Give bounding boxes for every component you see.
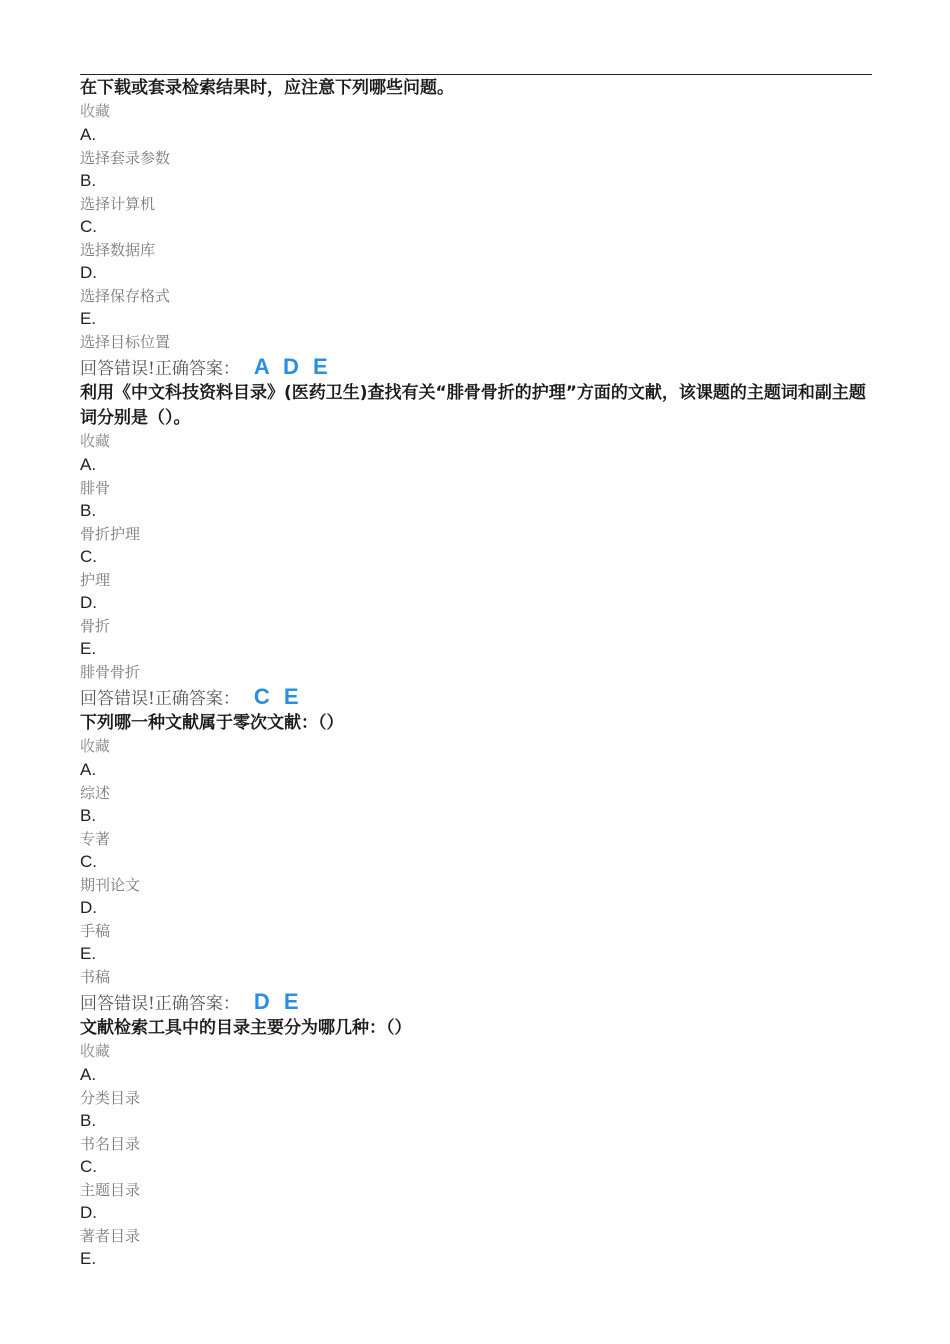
option-letter[interactable]: E. bbox=[80, 639, 97, 658]
option-letter[interactable]: D. bbox=[80, 263, 97, 282]
option-text: 腓骨 bbox=[80, 479, 111, 497]
correct-answer: D E bbox=[253, 989, 303, 1014]
option-text: 著者目录 bbox=[80, 1227, 141, 1245]
option-letter[interactable]: B. bbox=[80, 501, 97, 520]
option-text: 护理 bbox=[80, 571, 111, 589]
option-text: 手稿 bbox=[80, 922, 111, 940]
answer-result-label: 回答错误!正确答案： bbox=[80, 359, 240, 379]
option-letter[interactable]: A. bbox=[80, 125, 97, 144]
question-text: 下列哪一种文献属于零次文献：（） bbox=[80, 713, 344, 733]
option-letter[interactable]: C. bbox=[80, 1157, 97, 1176]
option-letter[interactable]: D. bbox=[80, 898, 97, 917]
option-letter[interactable]: C. bbox=[80, 217, 97, 236]
option-text: 腓骨骨折 bbox=[80, 663, 141, 681]
option-text: 主题目录 bbox=[80, 1181, 141, 1199]
option-text: 选择目标位置 bbox=[80, 333, 171, 351]
option-text: 综述 bbox=[80, 784, 111, 802]
option-letter[interactable]: E. bbox=[80, 309, 97, 328]
option-letter[interactable]: B. bbox=[80, 171, 97, 190]
correct-answer: C E bbox=[253, 684, 303, 709]
option-letter[interactable]: D. bbox=[80, 1203, 97, 1222]
answer-result bbox=[80, 353, 872, 381]
answer-result bbox=[80, 988, 872, 1016]
favorite-link[interactable]: 收藏 bbox=[80, 432, 111, 450]
option-text: 选择数据库 bbox=[80, 241, 156, 259]
option-letter[interactable]: C. bbox=[80, 547, 97, 566]
option-text: 专著 bbox=[80, 830, 111, 848]
option-text: 选择套录参数 bbox=[80, 149, 171, 167]
option-letter[interactable]: D. bbox=[80, 593, 97, 612]
option-text: 选择保存格式 bbox=[80, 287, 171, 305]
option-letter[interactable]: E. bbox=[80, 1249, 97, 1268]
option-text: 期刊论文 bbox=[80, 876, 141, 894]
favorite-link[interactable]: 收藏 bbox=[80, 102, 111, 120]
option-text: 骨折护理 bbox=[80, 525, 141, 543]
favorite-link[interactable]: 收藏 bbox=[80, 1042, 111, 1060]
option-letter[interactable]: B. bbox=[80, 1111, 97, 1130]
option-letter[interactable]: B. bbox=[80, 806, 97, 825]
answer-result-label: 回答错误!正确答案： bbox=[80, 994, 240, 1014]
answer-result bbox=[80, 683, 872, 711]
correct-answer: A D E bbox=[253, 354, 332, 379]
question-text: 在下载或套录检索结果时，应注意下列哪些问题。 bbox=[80, 78, 454, 98]
option-text: 书稿 bbox=[80, 968, 111, 986]
option-letter[interactable]: A. bbox=[80, 1065, 97, 1084]
question-block bbox=[80, 1016, 872, 1271]
option-letter[interactable]: E. bbox=[80, 944, 97, 963]
option-letter[interactable]: A. bbox=[80, 760, 97, 779]
option-text: 选择计算机 bbox=[80, 195, 156, 213]
question-text: 文献检索工具中的目录主要分为哪几种：（） bbox=[80, 1018, 412, 1038]
option-text: 分类目录 bbox=[80, 1089, 141, 1107]
favorite-link[interactable]: 收藏 bbox=[80, 737, 111, 755]
question-list bbox=[80, 72, 872, 1271]
option-text: 书名目录 bbox=[80, 1135, 141, 1153]
answer-result-label: 回答错误!正确答案： bbox=[80, 689, 240, 709]
option-letter[interactable]: C. bbox=[80, 852, 97, 871]
question-text: 利用《中文科技资料目录》(医药卫生)查找有关“腓骨骨折的护理”方面的文献，该课题的主题词和副主题词分别是（）。 bbox=[80, 383, 866, 428]
question-block bbox=[80, 381, 872, 711]
option-text: 骨折 bbox=[80, 617, 111, 635]
question-block bbox=[80, 711, 872, 1016]
question-block bbox=[80, 72, 872, 381]
option-letter[interactable]: A. bbox=[80, 455, 97, 474]
